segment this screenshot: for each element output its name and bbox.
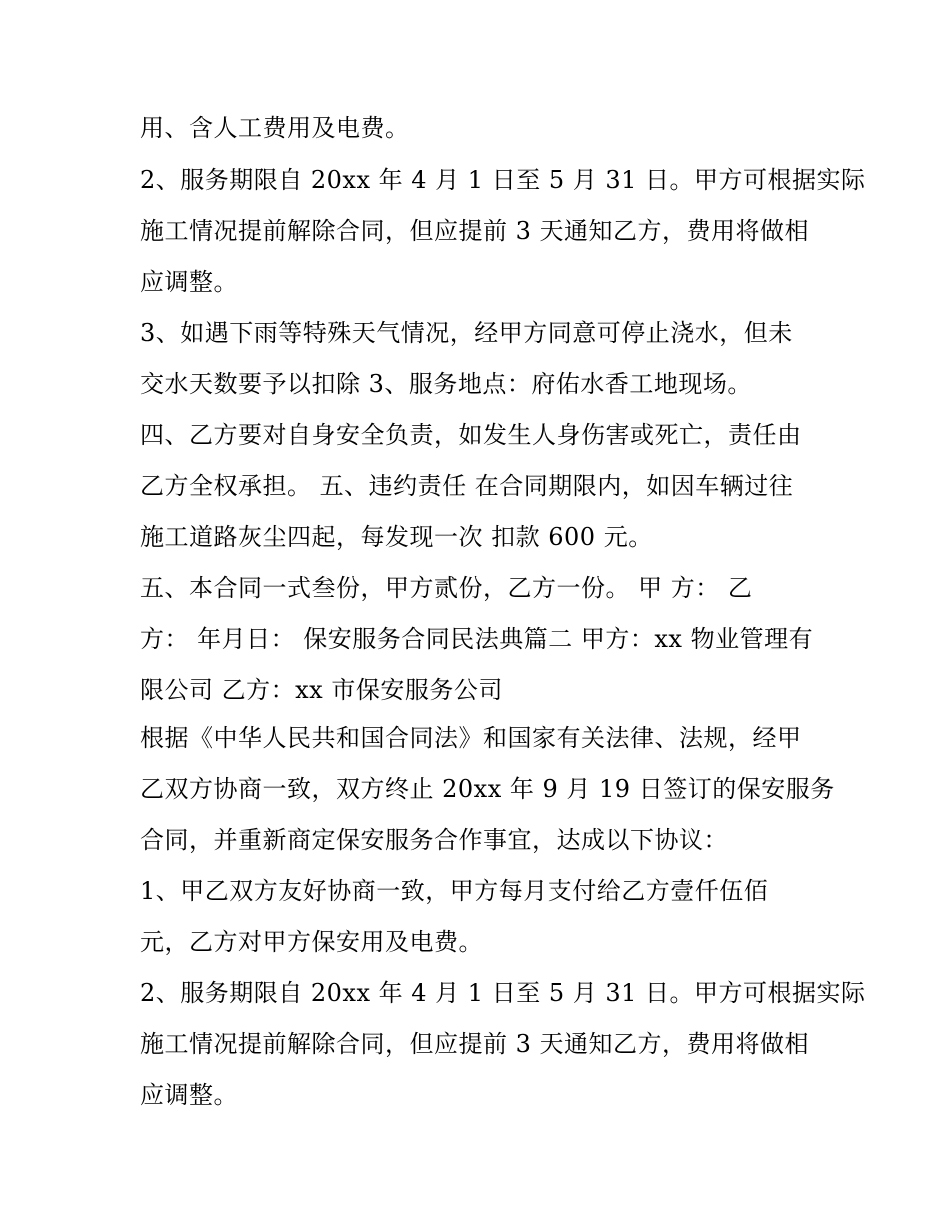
text-line: 1、甲乙双方友好协商一致，甲方每月支付给乙方壹仟伍佰 — [140, 877, 769, 905]
text-line: 3、如遇下雨等特殊天气情况，经甲方同意可停止浇水，但未 — [140, 319, 793, 347]
text-line: 五、本合同一式叁份，甲方贰份，乙方一份。 甲 方： 乙 — [140, 574, 753, 602]
text-line: 交水天数要予以扣除 3、服务地点：府佑水香工地现场。 — [140, 370, 752, 398]
text-line: 施工情况提前解除合同，但应提前 3 天通知乙方，费用将做相 — [140, 217, 810, 245]
text-line: 根据《中华人民共和国合同法》和国家有关法律、法规，经甲 — [140, 724, 802, 752]
text-line: 限公司 乙方：xx 市保安服务公司 — [140, 676, 503, 704]
text-line: 施工道路灰尘四起，每发现一次 扣款 600 元。 — [140, 523, 653, 551]
text-line: 乙方全权承担。 五、违约责任 在合同期限内，如因车辆过往 — [140, 472, 794, 500]
text-line: 应调整。 — [140, 268, 238, 296]
text-line: 方： 年月日： 保安服务合同民法典篇二 甲方：xx 物业管理有 — [140, 625, 814, 653]
text-line: 元，乙方对甲方保安用及电费。 — [140, 928, 483, 956]
text-line: 四、乙方要对自身安全负责，如发生人身伤害或死亡，责任由 — [140, 421, 802, 449]
text-line: 应调整。 — [140, 1081, 238, 1109]
text-line: 用、含人工费用及电费。 — [140, 114, 410, 142]
text-line: 施工情况提前解除合同，但应提前 3 天通知乙方，费用将做相 — [140, 1030, 810, 1058]
text-line: 2、服务期限自 20xx 年 4 月 1 日至 5 月 31 日。甲方可根据实际 — [140, 979, 866, 1007]
text-line: 合同，并重新商定保安服务合作事宜，达成以下协议： — [140, 826, 728, 854]
text-line: 乙双方协商一致，双方终止 20xx 年 9 月 19 日签订的保安服务 — [140, 775, 835, 803]
text-line: 2、服务期限自 20xx 年 4 月 1 日至 5 月 31 日。甲方可根据实际 — [140, 166, 866, 194]
